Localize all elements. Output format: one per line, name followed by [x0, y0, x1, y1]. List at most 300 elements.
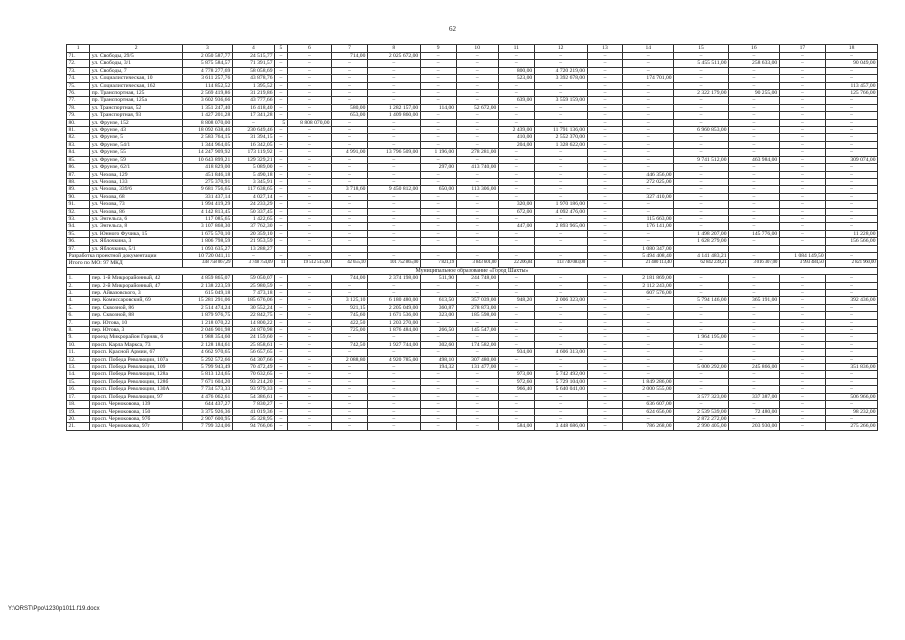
table-cell: 451 846,18 [183, 171, 233, 178]
table-cell: 934,00 [498, 349, 534, 356]
table-cell [420, 245, 456, 252]
table-body-a [67, 53, 878, 275]
table-cell: 4 027,14 [232, 193, 274, 200]
table-cell: просп. Карла Маркса, 73 [90, 341, 183, 348]
table-cell: – [674, 378, 729, 385]
table-cell: – [275, 171, 288, 178]
table-cell: – [498, 341, 534, 348]
table-cell: 3 843 601,00 [456, 260, 498, 267]
table-row [67, 408, 878, 415]
table-cell: 30 552,24 [232, 304, 274, 311]
table-cell: – [287, 319, 331, 326]
table-row [67, 423, 878, 430]
table-cell: – [332, 290, 368, 297]
table-cell: 327 410,00 [623, 193, 674, 200]
table-cell: 85. [67, 156, 90, 163]
table-cell: 4 991,00 [332, 149, 368, 156]
table-cell: – [729, 97, 780, 104]
table-cell: 2 569 419,86 [183, 90, 233, 97]
table-cell: – [587, 53, 623, 60]
table-cell: 70 632,65 [232, 371, 274, 378]
table-cell: ул. Чехова, 68 [90, 193, 183, 200]
table-cell: – [275, 312, 288, 319]
table-cell: – [287, 171, 331, 178]
table-cell: 176 141,00 [623, 223, 674, 230]
table-cell: – [275, 423, 288, 430]
table-cell: 2 821 960,00 [826, 260, 878, 267]
table-cell: 5 000 292,00 [674, 364, 729, 371]
table-cell: 13. [67, 364, 90, 371]
table-cell: 2 181 869,00 [623, 275, 674, 282]
table-cell: – [287, 67, 331, 74]
table-cell: 97. [67, 245, 90, 252]
table-cell [275, 245, 288, 252]
table-cell: – [498, 393, 534, 400]
table-cell: 24 233,29 [232, 201, 274, 208]
table-row [67, 208, 878, 215]
table-cell: – [729, 164, 780, 171]
table-cell: 745,60 [332, 312, 368, 319]
table-cell: ул. Свободы, 29/5 [90, 53, 183, 60]
table-cell: – [779, 334, 825, 341]
table-cell [587, 245, 623, 252]
table-cell: 6. [67, 312, 90, 319]
table-cell: – [587, 201, 623, 208]
table-cell: – [456, 90, 498, 97]
table-cell: 90 255,00 [729, 90, 780, 97]
table-cell: – [287, 349, 331, 356]
total-label: Итого по МО: 97 МКД [67, 260, 183, 267]
table-cell: – [332, 230, 368, 237]
table-cell: – [287, 341, 331, 348]
table-cell: – [275, 275, 288, 282]
table-cell: 7 821,19 [420, 260, 456, 267]
table-cell: 203 930,00 [729, 423, 780, 430]
table-cell: 1 218 070,22 [183, 319, 233, 326]
table-cell: – [332, 134, 368, 141]
table-cell: – [623, 119, 674, 126]
table-cell: 7 734 573,33 [183, 386, 233, 393]
column-header: 7 [332, 45, 368, 53]
table-cell: – [275, 60, 288, 67]
table-cell: – [275, 67, 288, 74]
table-cell: – [826, 334, 878, 341]
table-cell: – [623, 90, 674, 97]
table-cell: 5 729 104,00 [534, 378, 587, 385]
table-cell: 1 351 247,40 [183, 104, 233, 111]
table-cell: – [623, 60, 674, 67]
table-cell: – [287, 75, 331, 82]
table-cell: – [275, 208, 288, 215]
table-cell: – [674, 223, 729, 230]
table-cell: – [498, 238, 534, 245]
table-cell: 31 219,86 [232, 90, 274, 97]
column-header: 3 [183, 45, 233, 53]
table-cell: – [275, 415, 288, 422]
table-cell: 125 766,00 [826, 90, 878, 97]
table-cell: – [779, 238, 825, 245]
table-cell: – [826, 401, 878, 408]
table-cell: – [275, 223, 288, 230]
table-cell: – [623, 349, 674, 356]
table-cell: 2 583 764,15 [183, 134, 233, 141]
table-cell: – [498, 156, 534, 163]
table-cell: – [587, 290, 623, 297]
table-cell: 156 566,00 [826, 238, 878, 245]
table-cell: – [623, 82, 674, 89]
table-cell: – [674, 193, 729, 200]
table-cell: – [729, 112, 780, 119]
table-row [67, 201, 878, 208]
table-cell: – [332, 252, 368, 259]
table-cell: – [287, 356, 331, 363]
table-cell: 506 966,00 [826, 393, 878, 400]
table-cell: 73. [67, 67, 90, 74]
table-cell: – [275, 141, 288, 148]
table-cell: – [456, 134, 498, 141]
table-cell: – [420, 75, 456, 82]
table-cell: 71 391,57 [232, 60, 274, 67]
table-cell: – [287, 104, 331, 111]
table-cell: 75. [67, 82, 90, 89]
table-cell: 725,00 [332, 327, 368, 334]
table-row [67, 238, 878, 245]
table-cell: – [826, 371, 878, 378]
table-row [67, 82, 878, 89]
table-cell: 360,87 [420, 304, 456, 311]
table-cell: – [456, 60, 498, 67]
table-cell: 5 742 492,00 [534, 371, 587, 378]
table-cell: 9 450 812,00 [367, 186, 420, 193]
table-cell: – [456, 423, 498, 430]
table-cell: – [674, 341, 729, 348]
table-cell: – [587, 238, 623, 245]
table-cell: – [623, 230, 674, 237]
table-cell: – [456, 178, 498, 185]
table-cell: – [534, 408, 587, 415]
table-cell: проезд Микрорайон Горняк, 6 [90, 334, 183, 341]
table-cell: – [623, 304, 674, 311]
table-cell: – [287, 378, 331, 385]
table-cell: – [779, 290, 825, 297]
table-cell: ул. Чехова, 129 [90, 171, 183, 178]
table-cell: – [826, 378, 878, 385]
table-cell: – [367, 386, 420, 393]
table-cell: – [623, 393, 674, 400]
table-cell: – [826, 275, 878, 282]
table-cell: – [367, 282, 420, 289]
table-cell [674, 245, 729, 252]
table-cell: – [779, 53, 825, 60]
table-cell: – [779, 408, 825, 415]
table-cell: – [232, 252, 274, 259]
table-cell: 7 799 324,06 [183, 423, 233, 430]
table-cell: 392 436,00 [826, 297, 878, 304]
table-cell: 498,10 [420, 356, 456, 363]
table-cell: – [729, 319, 780, 326]
repair-program-table [66, 44, 878, 431]
table-cell: – [287, 282, 331, 289]
table-cell: просп. Победа Революции, 128б [90, 378, 183, 385]
table-cell: – [534, 341, 587, 348]
table-cell: 2. [67, 282, 90, 289]
table-cell: – [275, 193, 288, 200]
table-cell: пер. Айвазовского, 3 [90, 290, 183, 297]
table-cell: – [534, 53, 587, 60]
table-cell: 17. [67, 393, 90, 400]
table-cell: 1 093 635,27 [183, 245, 233, 252]
table-cell: – [587, 386, 623, 393]
table-cell: 194,32 [420, 364, 456, 371]
table-cell: – [534, 215, 587, 222]
table-row [67, 393, 878, 400]
table-cell: – [420, 223, 456, 230]
table-cell: пер. Сквозной, 86 [90, 304, 183, 311]
table-cell: 2 046 901,98 [183, 327, 233, 334]
table-cell: 613,50 [420, 297, 456, 304]
table-cell: – [420, 127, 456, 134]
table-cell: 607 576,00 [623, 290, 674, 297]
table-cell: 4 142 813,45 [183, 208, 233, 215]
table-cell: 1 084 149,50 [779, 252, 825, 259]
table-cell: 331 437,14 [183, 193, 233, 200]
table-cell: – [779, 312, 825, 319]
table-cell: – [287, 149, 331, 156]
table-cell: 3. [67, 290, 90, 297]
total-row [67, 260, 878, 267]
table-cell: – [587, 215, 623, 222]
table-cell: 21 953,59 [232, 238, 274, 245]
file-path-footer: Y:\ORST\Ppo\1230p1011.f19.docx [8, 606, 100, 612]
table-cell: – [456, 53, 498, 60]
table-cell: – [332, 141, 368, 148]
table-cell: 131 477,00 [456, 364, 498, 371]
table-cell: 3 559 159,00 [534, 97, 587, 104]
table-cell: 5 813 124,65 [183, 371, 233, 378]
table-cell: – [367, 97, 420, 104]
table-cell: 35 328,95 [232, 415, 274, 422]
table-cell: – [456, 97, 498, 104]
table-cell: 580,00 [332, 104, 368, 111]
table-cell: 1 876 484,00 [367, 327, 420, 334]
table-cell: – [275, 164, 288, 171]
table-cell: – [275, 319, 288, 326]
table-cell: – [367, 378, 420, 385]
table-cell: – [587, 156, 623, 163]
table-cell: 145 547,00 [456, 327, 498, 334]
table-cell: – [779, 201, 825, 208]
table-cell: 43 878,76 [232, 75, 274, 82]
table-cell: 113 306,00 [456, 186, 498, 193]
table-cell: – [587, 119, 623, 126]
table-cell: 5 455 511,00 [674, 60, 729, 67]
table-cell: – [779, 423, 825, 430]
table-cell: – [826, 215, 878, 222]
table-cell: ул. Фрунзе, 5 [90, 134, 183, 141]
table-cell: ул. Транспортная, 93 [90, 112, 183, 119]
table-cell: – [367, 201, 420, 208]
table-cell: 37 762,30 [232, 223, 274, 230]
table-row [67, 364, 878, 371]
table-cell: – [275, 134, 288, 141]
table-cell: – [498, 82, 534, 89]
table-cell: 6 960 853,00 [674, 127, 729, 134]
table-cell: – [779, 134, 825, 141]
column-header: 15 [674, 45, 729, 53]
table-cell: 204,00 [498, 141, 534, 148]
column-number-row [67, 45, 878, 53]
table-cell: – [779, 319, 825, 326]
table-cell: – [275, 393, 288, 400]
table-cell: 41 019,36 [232, 408, 274, 415]
table-cell: 93. [67, 215, 90, 222]
table-cell: 672,00 [498, 208, 534, 215]
table-cell: – [332, 408, 368, 415]
table-cell: – [420, 171, 456, 178]
table-cell: – [587, 67, 623, 74]
table-cell: – [275, 371, 288, 378]
table-cell: – [456, 349, 498, 356]
table-cell: – [729, 290, 780, 297]
table-cell: – [534, 149, 587, 156]
table-cell: – [287, 156, 331, 163]
table-cell: – [779, 193, 825, 200]
table-cell: – [275, 90, 288, 97]
table-cell: 93 979,33 [232, 386, 274, 393]
table-cell: 25 980,59 [232, 282, 274, 289]
table-cell [332, 245, 368, 252]
table-cell: – [587, 356, 623, 363]
table-cell: 9 681 756,65 [183, 186, 233, 193]
table-cell: – [826, 341, 878, 348]
table-cell: пер. Комиссаровский, 69 [90, 297, 183, 304]
table-cell: – [779, 349, 825, 356]
table-cell: 1 422,65 [232, 215, 274, 222]
table-cell: 744,00 [332, 275, 368, 282]
table-row [67, 356, 878, 363]
table-cell: – [287, 415, 331, 422]
table-cell: 52 672,00 [456, 104, 498, 111]
table-cell: 22 206,84 [498, 260, 534, 267]
table-cell: – [826, 356, 878, 363]
table-cell: 117 085,65 [183, 215, 233, 222]
table-cell: 13 796 509,00 [367, 149, 420, 156]
table-cell: просп. Победа Революции, 128а [90, 371, 183, 378]
table-cell: 3 993 484,50 [779, 260, 825, 267]
table-cell: – [332, 201, 368, 208]
table-cell: – [498, 164, 534, 171]
table-cell: – [729, 334, 780, 341]
table-cell: ул. Социалистическая, 162 [90, 82, 183, 89]
table-cell: – [456, 401, 498, 408]
table-row [67, 53, 878, 60]
table-cell: 20 359,10 [232, 230, 274, 237]
table-cell: 14. [67, 371, 90, 378]
table-row [67, 386, 878, 393]
table-cell: – [332, 208, 368, 215]
table-cell: – [826, 312, 878, 319]
table-cell: – [623, 127, 674, 134]
table-cell: 1 080 347,00 [623, 245, 674, 252]
table-cell: 81. [67, 127, 90, 134]
column-header: 14 [623, 45, 674, 53]
table-cell: – [367, 364, 420, 371]
table-cell: – [779, 297, 825, 304]
table-cell: 10. [67, 341, 90, 348]
table-cell: – [729, 178, 780, 185]
table-cell: 636 607,00 [623, 401, 674, 408]
table-cell: – [275, 201, 288, 208]
table-cell: – [826, 149, 878, 156]
table-cell: 185 598,00 [456, 312, 498, 319]
table-cell: – [729, 193, 780, 200]
table-cell: 275 370,91 [183, 178, 233, 185]
table-cell: 21. [67, 423, 90, 430]
table-cell: – [534, 415, 587, 422]
table-cell: – [275, 327, 288, 334]
table-cell: 523,00 [498, 75, 534, 82]
table-cell: – [674, 327, 729, 334]
table-cell: – [587, 164, 623, 171]
table-cell: ул. Свободы, 3/1 [90, 60, 183, 67]
table-cell: 1 196,00 [420, 149, 456, 156]
table-cell: 10 643 899,21 [183, 156, 233, 163]
table-cell: – [729, 386, 780, 393]
table-cell: – [729, 223, 780, 230]
table-cell: – [779, 97, 825, 104]
table-cell: – [826, 127, 878, 134]
table-cell: – [287, 186, 331, 193]
table-cell: – [420, 97, 456, 104]
table-cell: – [587, 415, 623, 422]
table-cell: 19 512 515,00 [287, 260, 331, 267]
table-cell: – [826, 141, 878, 148]
table-cell: 323,00 [420, 312, 456, 319]
table-cell: – [826, 282, 878, 289]
table-row [67, 378, 878, 385]
table-cell: 62 842 239,21 [674, 260, 729, 267]
table-cell: – [275, 341, 288, 348]
table-cell: – [587, 186, 623, 193]
table-cell: – [587, 282, 623, 289]
table-row [67, 104, 878, 111]
table-cell: ул. Чехова, 86 [90, 208, 183, 215]
table-cell: – [534, 304, 587, 311]
table-cell: – [287, 53, 331, 60]
table-cell: – [779, 75, 825, 82]
column-header: 13 [587, 45, 623, 53]
table-cell: – [729, 238, 780, 245]
table-cell: 15. [67, 378, 90, 385]
table-cell: – [287, 60, 331, 67]
table-cell: – [420, 238, 456, 245]
table-cell: – [498, 275, 534, 282]
table-cell: 78. [67, 104, 90, 111]
table-cell: 11 791 136,00 [534, 127, 587, 134]
table-cell: 129 329,21 [232, 156, 274, 163]
table-cell: 1 628 279,00 [674, 238, 729, 245]
table-cell [287, 245, 331, 252]
table-cell: – [332, 371, 368, 378]
table-row [67, 230, 878, 237]
table-cell: – [287, 297, 331, 304]
table-cell: – [287, 141, 331, 148]
table-cell: – [367, 230, 420, 237]
table-cell: – [275, 186, 288, 193]
table-row [67, 319, 878, 326]
table-cell: – [498, 193, 534, 200]
table-cell: – [332, 415, 368, 422]
